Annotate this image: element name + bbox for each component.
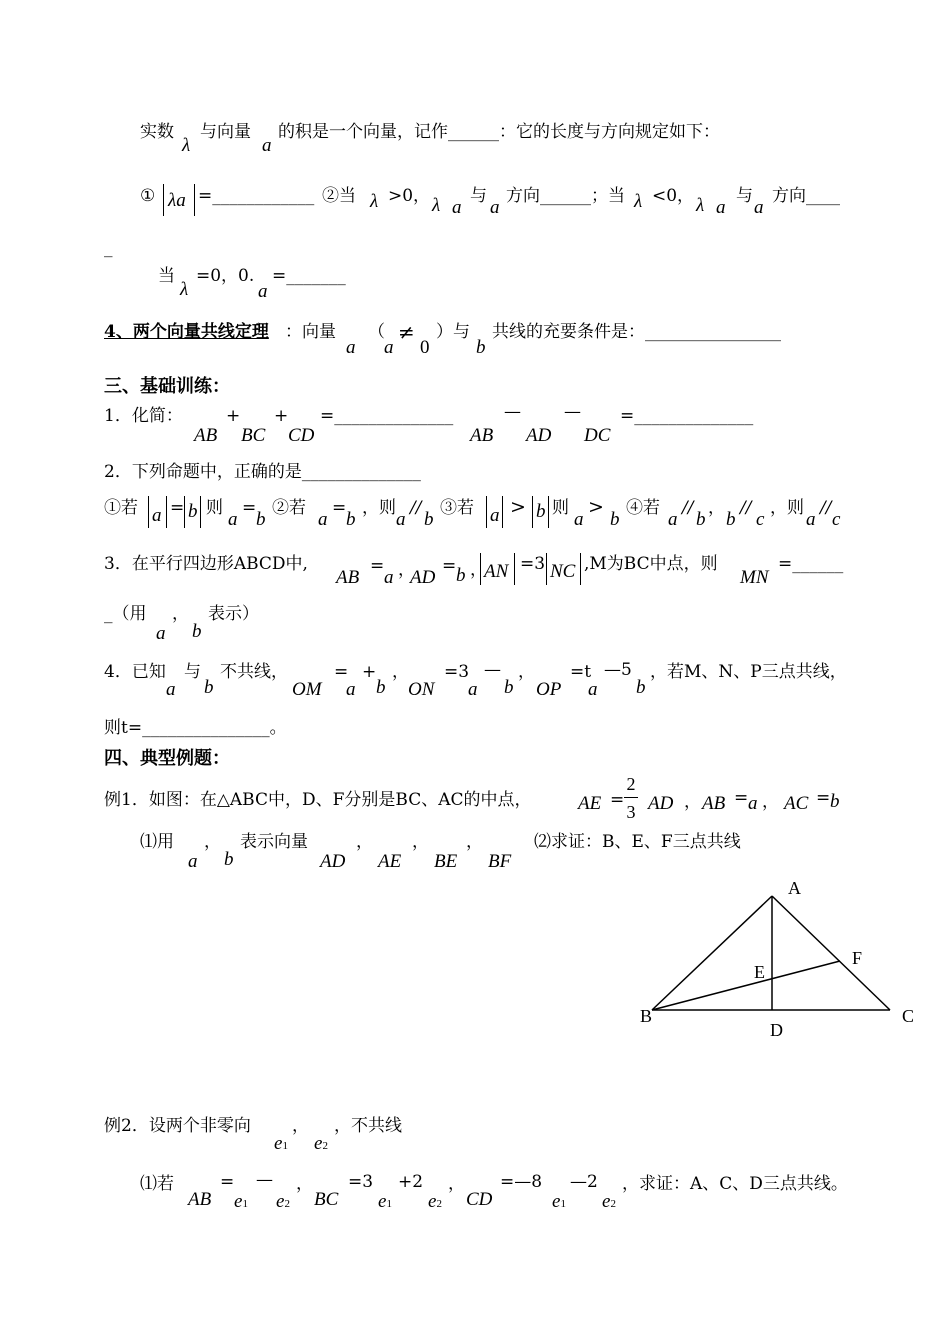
vector-NC: NC [550, 561, 576, 582]
vector-a: a [258, 281, 268, 302]
prop-4: ④若 [626, 498, 660, 518]
then: ，则 [362, 498, 396, 518]
vector-a: a [452, 197, 462, 218]
abs-bar [166, 496, 167, 528]
text-lt-zero: <0， [652, 186, 695, 206]
vector-b: b [346, 509, 356, 530]
with: 与 [184, 662, 201, 682]
text-condition: 共线的充要条件是：________________ [492, 322, 781, 342]
vector-a: a [318, 509, 328, 530]
text-real-number: 实数 [140, 122, 174, 142]
comma: ， [518, 662, 535, 682]
vector-a: a [490, 505, 500, 526]
side-AB [652, 896, 772, 1010]
lambda-symbol: λ [180, 279, 189, 300]
vector-a: a [228, 509, 238, 530]
vector-b: b [204, 677, 214, 698]
vector-b: b [376, 677, 386, 698]
text-eq-zero: =0，0. [196, 266, 255, 286]
vector-e2: e2 [602, 1191, 616, 1212]
vector-AD: AD [320, 851, 346, 872]
abs-bar [486, 496, 487, 528]
vector-a: a [346, 337, 356, 358]
abs-bar [546, 553, 547, 585]
plus-two: +2 [398, 1172, 424, 1192]
vector-a: a [262, 135, 272, 156]
vector-a: a [588, 679, 598, 700]
then: 则 [552, 498, 569, 518]
parallel: // [410, 498, 422, 518]
comma: ， [448, 1174, 465, 1194]
text-wrap: _ [104, 238, 113, 258]
text-product-def: 的积是一个向量，记作______：它的长度与方向规定如下： [278, 122, 720, 142]
text-with-vector: 与向量 [200, 122, 251, 142]
vector-a: a [346, 679, 356, 700]
vector-e1: e1 [552, 1191, 566, 1212]
vector-a: a [152, 505, 162, 526]
ex2-prove: ，求证：A、C、D三点共线。 [622, 1174, 848, 1194]
prop-1: ①若 [104, 498, 138, 518]
comma: ， [466, 832, 483, 852]
vector-a: a [156, 623, 166, 644]
abs-bar [580, 553, 581, 585]
vector-a: a [668, 509, 678, 530]
eq-t: =t [570, 662, 592, 682]
vector-BC: BC [241, 425, 266, 446]
label-B: B [640, 1006, 653, 1026]
vector-AD: AD [648, 793, 674, 814]
abs-bar [514, 553, 515, 585]
ex1-express: 表示向量 [240, 832, 308, 852]
q4-label: 4．已知 [104, 662, 166, 682]
ex1-label: 例1．如图：在△ABC中，D、F分别是BC、AC的中点， [104, 790, 532, 810]
comma: ， [392, 662, 409, 682]
fraction-numerator: 2 [626, 774, 636, 794]
label-E: E [754, 962, 765, 982]
paren-open: （ [368, 322, 385, 342]
comma: ， [412, 832, 429, 852]
then: ，则 [770, 498, 804, 518]
comma: ， [684, 792, 701, 812]
label-D: D [770, 1020, 783, 1040]
section-basic-training: 三、基础训练： [104, 376, 230, 397]
eq-three: =3 [348, 1172, 374, 1192]
vector-b: b [536, 501, 546, 522]
vector-a: a [806, 509, 816, 530]
lambda-symbol: λ [182, 135, 191, 156]
vector-CD: CD [466, 1189, 493, 1210]
vector-b: b [610, 509, 620, 530]
text-when-positive: ②当 [322, 186, 356, 206]
vector-a: a [748, 793, 758, 814]
eq-minus-eight: =—8 [500, 1172, 543, 1192]
parallel: // [682, 498, 694, 518]
vector-a: a [574, 509, 584, 530]
lambda-symbol: λ [370, 191, 379, 212]
lambda-a: λa [168, 190, 186, 211]
lambda-symbol: λ [634, 191, 643, 212]
vector-AE: AE [378, 851, 402, 872]
eq: = [734, 788, 749, 808]
vector-a: a [384, 337, 394, 358]
vector-AB: AB [470, 425, 494, 446]
abs-bar [502, 496, 503, 528]
ex1-part2: ⑵求证：B、E、F三点共线 [534, 832, 741, 852]
q4-collinear-text: ，若M、N、P三点共线， [650, 662, 847, 682]
vector-b: b [504, 677, 514, 698]
eq: = [442, 556, 457, 576]
vector-e1: e1 [234, 1191, 248, 1212]
eq: = [242, 498, 257, 518]
vector-CD: CD [288, 425, 315, 446]
ex2-label: 例2．设两个非零向 [104, 1116, 251, 1136]
abs-bar [200, 496, 201, 528]
triangle-figure [630, 870, 920, 1050]
comma: ， [398, 560, 415, 580]
vector-AD: AD [410, 567, 436, 588]
eq: = [332, 498, 347, 518]
zero-vector: 0 [420, 337, 430, 358]
vector-e1: e1 [378, 1191, 392, 1212]
blank-length: =____________ [198, 186, 315, 206]
label-F: F [852, 948, 863, 968]
vector-OP: OP [536, 679, 562, 700]
minus: — [564, 402, 581, 422]
vector-b: b [636, 677, 646, 698]
eq: = [370, 556, 385, 576]
abs-bar [548, 496, 549, 528]
theorem-title: 4、两个向量共线定理 [104, 322, 269, 342]
vector-b: b [224, 849, 234, 870]
abs-bar [480, 553, 481, 585]
text-gt-zero: >0， [388, 186, 431, 206]
gt: > [588, 496, 604, 518]
vector-b: b [424, 509, 434, 530]
vector-a: a [396, 509, 406, 530]
q1-blank-1: =______________ [320, 406, 454, 426]
vector-AB: AB [188, 1189, 212, 1210]
blank-zero-a: =_______ [272, 266, 346, 286]
vector-b: b [192, 621, 202, 642]
vector-b: b [726, 509, 736, 530]
vector-a: a [384, 567, 394, 588]
vector-b: b [188, 501, 198, 522]
vector-e2: e2 [276, 1191, 290, 1212]
vector-a: a [754, 197, 764, 218]
minus: — [504, 402, 521, 422]
vector-a: a [490, 197, 500, 218]
vector-a: a [468, 679, 478, 700]
minus: — [256, 1170, 273, 1190]
q2-label: 2．下列命题中，正确的是______________ [104, 462, 421, 482]
vector-AE: AE [578, 793, 602, 814]
abs-bar [184, 496, 185, 528]
vector-e2: e2 [428, 1191, 442, 1212]
comma: ， [172, 604, 189, 624]
eq-three: =3 [520, 554, 546, 574]
abs-bar [532, 496, 533, 528]
vector-BF: BF [488, 851, 512, 872]
abs-bar-left [163, 184, 164, 216]
text-with: 与 [470, 186, 487, 206]
vector-DC: DC [584, 425, 611, 446]
noncollinear: 不共线， [220, 662, 288, 682]
vector-AB: AB [194, 425, 218, 446]
comma: ， [762, 792, 779, 812]
q1-blank-2: =______________ [620, 406, 754, 426]
vector-b: b [256, 509, 266, 530]
eq: = [170, 498, 185, 518]
comma: ， [356, 832, 373, 852]
comma: ， [708, 498, 725, 518]
vector-a: a [166, 679, 176, 700]
text-direction-blank: 方向____ [772, 186, 840, 206]
lambda-symbol: λ [432, 195, 441, 216]
eq: = [334, 662, 349, 682]
minus-five: —5 [604, 660, 632, 680]
eq-three: =3 [444, 662, 470, 682]
abs-bar-right [194, 184, 195, 216]
q3-wrap: _（用 [104, 604, 147, 624]
vector-AN: AN [484, 561, 509, 582]
vector-a: a [188, 851, 198, 872]
vector-BC: BC [314, 1189, 339, 1210]
eq: = [610, 790, 625, 810]
abs-bar [148, 496, 149, 528]
text-direction-blank: 方向______；当 [506, 186, 625, 206]
q3-blank: =______ [778, 554, 844, 574]
minus: — [484, 660, 501, 680]
q3-label: 3．在平行四边形ABCD中, [104, 554, 308, 574]
vector-AB: AB [702, 793, 726, 814]
segment-BF [652, 961, 840, 1010]
vector-b: b [830, 791, 840, 812]
text-vector: ：向量 [285, 322, 336, 342]
ex2-noncollinear: ，不共线 [334, 1116, 402, 1136]
text-with: 与 [736, 186, 753, 206]
comma: ， [292, 1116, 309, 1136]
comma: ， [296, 1174, 313, 1194]
then: 则 [206, 498, 223, 518]
plus: + [226, 406, 241, 426]
q1-label: 1．化简： [104, 406, 183, 426]
vector-b: b [696, 509, 706, 530]
gt: > [510, 496, 526, 518]
vector-AC: AC [784, 793, 809, 814]
paren-close: ）与 [436, 322, 470, 342]
ex2-part1: ⑴若 [140, 1174, 174, 1194]
parallel: // [740, 498, 752, 518]
prop-3: ③若 [440, 498, 474, 518]
plus: + [274, 406, 289, 426]
plus: + [362, 662, 377, 682]
prop-2: ②若 [272, 498, 306, 518]
lambda-symbol: λ [696, 195, 705, 216]
q3-midpoint-text: ,M为BC中点，则 [584, 554, 718, 574]
parallel: // [820, 498, 832, 518]
circle-one: ① [140, 186, 156, 206]
section-examples: 四、典型例题： [104, 748, 230, 769]
eq: = [816, 788, 831, 808]
comma: ， [204, 832, 221, 852]
fraction-denominator: 3 [626, 802, 636, 822]
vector-e1: e1 [274, 1133, 288, 1154]
fraction-bar [624, 797, 638, 798]
vector-OM: OM [292, 679, 322, 700]
vector-a: a [716, 197, 726, 218]
vector-b: b [476, 337, 486, 358]
vector-AD: AD [526, 425, 552, 446]
vector-c: c [756, 509, 765, 530]
label-A: A [788, 878, 801, 898]
q4-answer-blank: 则t=_______________。 [104, 718, 287, 738]
vector-b: b [456, 565, 466, 586]
side-AC [772, 896, 890, 1010]
label-C: C [902, 1006, 915, 1026]
comma: ， [470, 560, 487, 580]
minus-two: —2 [570, 1172, 598, 1192]
vector-c: c [832, 509, 841, 530]
text-when: 当 [158, 266, 175, 286]
q3-express: 表示） [208, 604, 259, 624]
vector-AB: AB [336, 567, 360, 588]
vector-MN: MN [740, 567, 769, 588]
ex1-part1: ⑴用 [140, 832, 174, 852]
vector-ON: ON [408, 679, 435, 700]
vector-e2: e2 [314, 1133, 328, 1154]
eq: = [220, 1172, 235, 1192]
vector-BE: BE [434, 851, 458, 872]
neq-symbol: ≠ [398, 320, 415, 344]
